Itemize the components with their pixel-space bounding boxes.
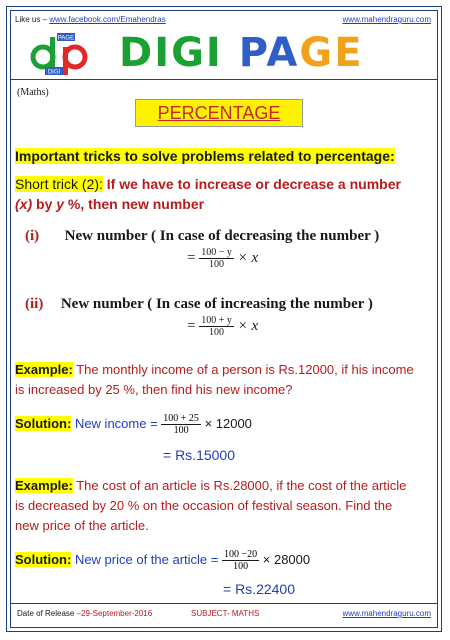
page-frame	[6, 6, 442, 632]
solution-2-numerator: 100 −20	[224, 549, 258, 560]
subject-tag: (Maths)	[17, 87, 49, 98]
solution-1-denominator: 100	[173, 425, 189, 436]
example-2-text-2: is decreased by 20 % on the occasion of festival season. Find the	[15, 498, 393, 513]
website-link-bottom[interactable]	[343, 609, 431, 618]
example-2-text-3: new price of the article.	[15, 518, 149, 533]
formula-1-multiplier: × x	[237, 249, 259, 266]
solution-2-answer: = Rs.22400	[223, 581, 295, 597]
formula-1-label-row	[25, 227, 445, 246]
short-trick-text-2: %, then new number	[64, 196, 205, 212]
short-trick-text-1: If we have to increase or decrease a number	[102, 176, 401, 192]
formula-2-numerator: 100 + y	[201, 315, 232, 326]
example-2-label: Example:	[15, 478, 73, 493]
example-2-text-1: The cost of an article is Rs.28000, if the cost of the article	[72, 478, 407, 493]
website-link-top-text[interactable]: www.mahendraguru.com	[342, 15, 431, 24]
solution-2-tail: × 28000	[262, 551, 311, 567]
formula-2-equals: =	[187, 317, 196, 334]
formula-1-expression	[187, 247, 258, 270]
digi-page-title	[119, 31, 364, 75]
solution-1-answer: = Rs.15000	[163, 447, 235, 463]
formula-1-equals: =	[187, 249, 196, 266]
example-1-label: Example:	[15, 362, 73, 377]
solution-1-label: Solution:	[15, 415, 72, 431]
tricks-heading	[15, 147, 435, 165]
formula-2-label-row	[25, 295, 445, 314]
like-us	[15, 15, 166, 24]
release-date	[17, 609, 152, 618]
website-link-bottom-text[interactable]: www.mahendraguru.com	[342, 609, 431, 618]
digi-word: DIGI	[119, 30, 223, 76]
page-word-second: GE	[299, 30, 364, 76]
solution-1-lead: New income =	[71, 415, 158, 431]
short-trick-var-y: y	[56, 196, 65, 212]
logo-bottom-text: DIGI	[47, 69, 61, 75]
facebook-link[interactable]: www.facebook.com/Emahendras	[49, 15, 166, 24]
example-1-line-1	[15, 361, 435, 379]
like-us-label: Like us –	[15, 15, 50, 24]
solution-1-fraction	[161, 413, 201, 436]
formula-2-denominator: 100	[209, 327, 225, 338]
example-2-line-1	[15, 477, 435, 495]
release-date-value: –29-September-2016	[76, 609, 153, 618]
example-2-line-3	[15, 517, 435, 535]
page-word-first: PA	[238, 30, 300, 76]
formula-1-label: New number ( In case of decreasing the number )	[64, 228, 380, 244]
example-1-line-2	[15, 381, 435, 399]
website-link-top[interactable]	[343, 15, 431, 24]
top-bar	[15, 15, 433, 27]
tricks-heading-text: Important tricks to solve problems related to percentage:	[15, 148, 395, 164]
dp-logo-icon	[27, 31, 103, 75]
formula-2-multiplier: × x	[237, 317, 259, 334]
topic-title: PERCENTAGE	[157, 103, 281, 123]
release-label: Date of Release	[17, 609, 77, 618]
example-1-text-1: The monthly income of a person is Rs.12000, if his income	[72, 362, 414, 377]
solution-1-line	[15, 413, 435, 436]
short-trick-line-1	[15, 175, 435, 193]
digi-page-banner	[11, 29, 439, 75]
header-divider	[11, 79, 437, 80]
formula-1-denominator: 100	[209, 259, 225, 270]
example-1-text-2: is increased by 25 %, then find his new income?	[15, 382, 293, 397]
page-inner-frame	[10, 10, 438, 628]
solution-2-line	[15, 549, 435, 572]
formula-2-fraction	[199, 315, 234, 338]
solution-1-numerator: 100 + 25	[163, 413, 199, 424]
example-2-line-2	[15, 497, 435, 515]
digi-space	[223, 30, 239, 76]
formula-2-roman: (ii)	[25, 296, 44, 312]
formula-2-label: New number ( In case of increasing the number )	[60, 296, 373, 312]
solution-2-fraction	[222, 549, 259, 572]
solution-2-lead: New price of the article =	[71, 551, 219, 567]
short-trick-by: by	[32, 196, 57, 212]
short-trick-line-2	[15, 195, 435, 213]
solution-1-tail: × 12000	[204, 415, 252, 431]
short-trick-var-x: (x)	[15, 196, 33, 212]
formula-2-expression	[187, 315, 258, 338]
formula-1-numerator: 100 − y	[201, 247, 232, 258]
footer-divider	[11, 603, 437, 604]
topic-title-box	[135, 99, 303, 127]
logo-top-text: PAGE	[57, 35, 75, 42]
formula-1-roman: (i)	[25, 228, 40, 244]
footer-subject: SUBJECT- MATHS	[191, 609, 260, 618]
solution-2-denominator: 100	[233, 561, 249, 572]
formula-1-fraction	[199, 247, 234, 270]
solution-2-label: Solution:	[15, 551, 72, 567]
short-trick-label: Short trick (2):	[15, 176, 103, 192]
